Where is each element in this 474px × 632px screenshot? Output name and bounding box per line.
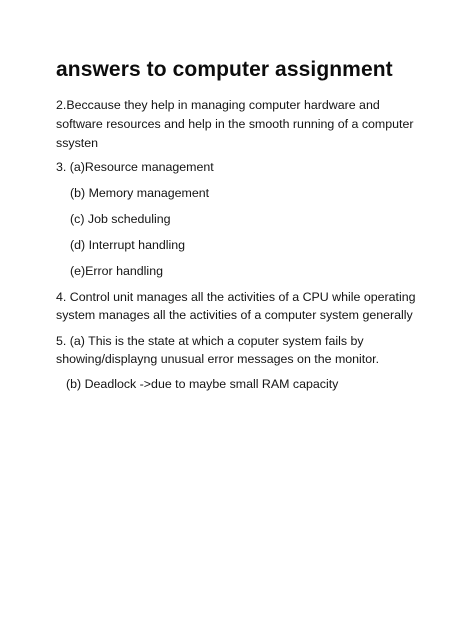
answer-2-line-1: 2.Beccause they help in managing computer hardware and <box>56 98 380 112</box>
answer-3d: (d) Interrupt handling <box>70 238 186 252</box>
answer-5b: (b) Deadlock ->due to maybe small RAM capacity <box>66 377 339 391</box>
answer-3a: 3. (a)Resource management <box>56 160 214 174</box>
answer-3e: (e)Error handling <box>70 264 163 278</box>
answer-5a-line-1: 5. (a) This is the state at which a coputer system fails by <box>56 334 364 348</box>
document-title: answers to computer assignment <box>56 58 393 81</box>
answer-5a-line-2: showing/displayng unusual error messages on the monitor. <box>56 352 380 366</box>
answer-3b: (b) Memory management <box>70 186 210 200</box>
answer-4-line-1: 4. Control unit manages all the activities of a CPU while operating <box>56 290 416 304</box>
answer-3c: (c) Job scheduling <box>70 212 171 226</box>
answer-2-line-3: ssysten <box>56 136 99 150</box>
answer-4-line-2: system manages all the activities of a computer system generally <box>56 308 413 322</box>
answer-2-line-2: software resources and help in the smooth running of a computer <box>56 117 414 131</box>
